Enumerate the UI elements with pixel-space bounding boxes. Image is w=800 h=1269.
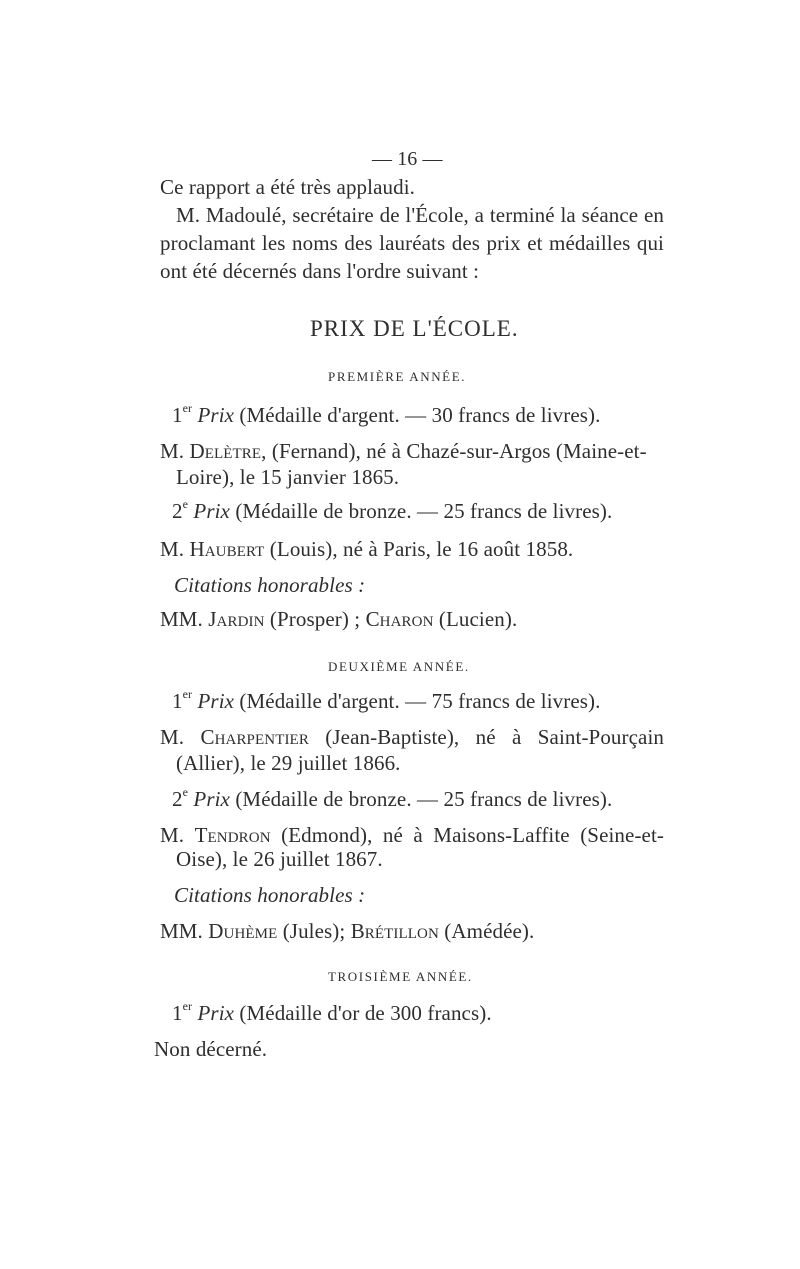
year2-citations-prefix: MM.	[160, 919, 203, 943]
year2-prize1-sup: er	[182, 687, 193, 701]
year2-citations-label: Citations honorables :	[174, 883, 366, 907]
year2-winner2-rest1: (Edmond), né à Maisons-Laffite (Seine-et-	[270, 823, 664, 847]
year3-prize1-label: Prix	[197, 1001, 235, 1025]
year2-prize2	[172, 786, 612, 812]
year1-title: PREMIÈRE ANNÉE.	[328, 369, 467, 384]
year1-citation-given-2: (Lucien).	[433, 607, 518, 631]
year2-winner1-line2: (Allier), le 29 juillet 1866.	[176, 751, 401, 775]
year1-prize1-label: Prix	[197, 403, 235, 427]
year1-prize1-detail: (Médaille d'argent. — 30 francs de livres).	[239, 403, 601, 427]
year1-prize2	[172, 498, 612, 524]
year1-citations-prefix: MM.	[160, 607, 203, 631]
year2-winner1-title: M.	[160, 725, 185, 749]
year1-prize2-number: 2	[172, 499, 183, 523]
year2-winner2-title: M.	[160, 823, 185, 847]
year2-prize2-label: Prix	[193, 787, 230, 811]
intro-line-3: proclamant les noms des lauréats des prix et médailles qui	[160, 231, 664, 255]
year2-winner1-line1	[160, 724, 664, 750]
year2-citation-name-1: Duhème	[208, 919, 278, 943]
year2-prize1-detail: (Médaille d'argent. — 75 francs de livres).	[239, 689, 601, 713]
year2-winner2-surname: Tendron	[194, 823, 271, 847]
page-number: — 16 —	[372, 148, 443, 170]
year1-winner1-line2: Loire), le 15 janvier 1865.	[176, 465, 400, 489]
year1-winner1-line1	[160, 438, 647, 464]
intro-line-2: M. Madoulé, secrétaire de l'École, a terminé la séance en	[176, 203, 664, 227]
year2-prize1-number: 1	[172, 689, 183, 713]
intro-line-4: ont été décernés dans l'ordre suivant :	[160, 259, 480, 283]
year1-winner1-surname: Delètre	[189, 439, 262, 463]
year2-title: DEUXIÈME ANNÉE.	[328, 659, 470, 674]
year1-winner2-title: M.	[160, 537, 185, 561]
year1-citation-name-1: Jardin	[208, 607, 265, 631]
year1-winner2	[160, 536, 573, 562]
intro-line-1: Ce rapport a été très applaudi.	[160, 175, 415, 199]
year3-prize1	[172, 1000, 492, 1026]
year2-winner2-line1	[160, 822, 664, 848]
year1-winner1-rest1: , (Fernand), né à Chazé-sur-Argos (Maine-et-	[261, 439, 647, 463]
year2-prize1-label: Prix	[197, 689, 235, 713]
year2-citations	[160, 918, 534, 944]
year2-prize2-sup: e	[182, 785, 189, 799]
year1-citation-given-1: (Prosper) ;	[264, 607, 366, 631]
year1-citations	[160, 606, 517, 632]
year2-citation-given-2: (Amédée).	[438, 919, 535, 943]
section-heading: PRIX DE L'ÉCOLE.	[310, 316, 519, 341]
year1-winner2-surname: Haubert	[189, 537, 265, 561]
year1-winner2-rest: (Louis), né à Paris, le 16 août 1858.	[264, 537, 574, 561]
year1-winner1-title: M.	[160, 439, 185, 463]
year3-title: TROISIÈME ANNÉE.	[328, 969, 473, 984]
year3-prize1-detail: (Médaille d'or de 300 francs).	[239, 1001, 492, 1025]
year2-prize2-detail: (Médaille de bronze. — 25 francs de livres).	[235, 787, 613, 811]
year2-winner2-line2: Oise), le 26 juillet 1867.	[176, 847, 383, 871]
year1-prize1	[172, 402, 601, 428]
year3-prize1-number: 1	[172, 1001, 183, 1025]
year1-prize1-number: 1	[172, 403, 183, 427]
year2-prize1	[172, 688, 601, 714]
year1-prize2-sup: e	[182, 497, 189, 511]
year2-citation-given-1: (Jules);	[277, 919, 351, 943]
year3-prize1-sup: er	[182, 999, 193, 1013]
year1-citations-label: Citations honorables :	[174, 573, 366, 597]
year2-winner1-surname: Charpentier	[200, 725, 309, 749]
year2-winner1-rest1: (Jean-Baptiste), né à Saint-Pourçain	[308, 725, 664, 749]
year3-result: Non décerné.	[154, 1037, 268, 1061]
year1-citation-name-2: Charon	[365, 607, 434, 631]
year2-prize2-number: 2	[172, 787, 183, 811]
year1-prize2-detail: (Médaille de bronze. — 25 francs de livres).	[235, 499, 613, 523]
year2-citation-name-2: Brétillon	[350, 919, 439, 943]
year1-prize1-sup: er	[182, 401, 193, 415]
year1-prize2-label: Prix	[193, 499, 230, 523]
